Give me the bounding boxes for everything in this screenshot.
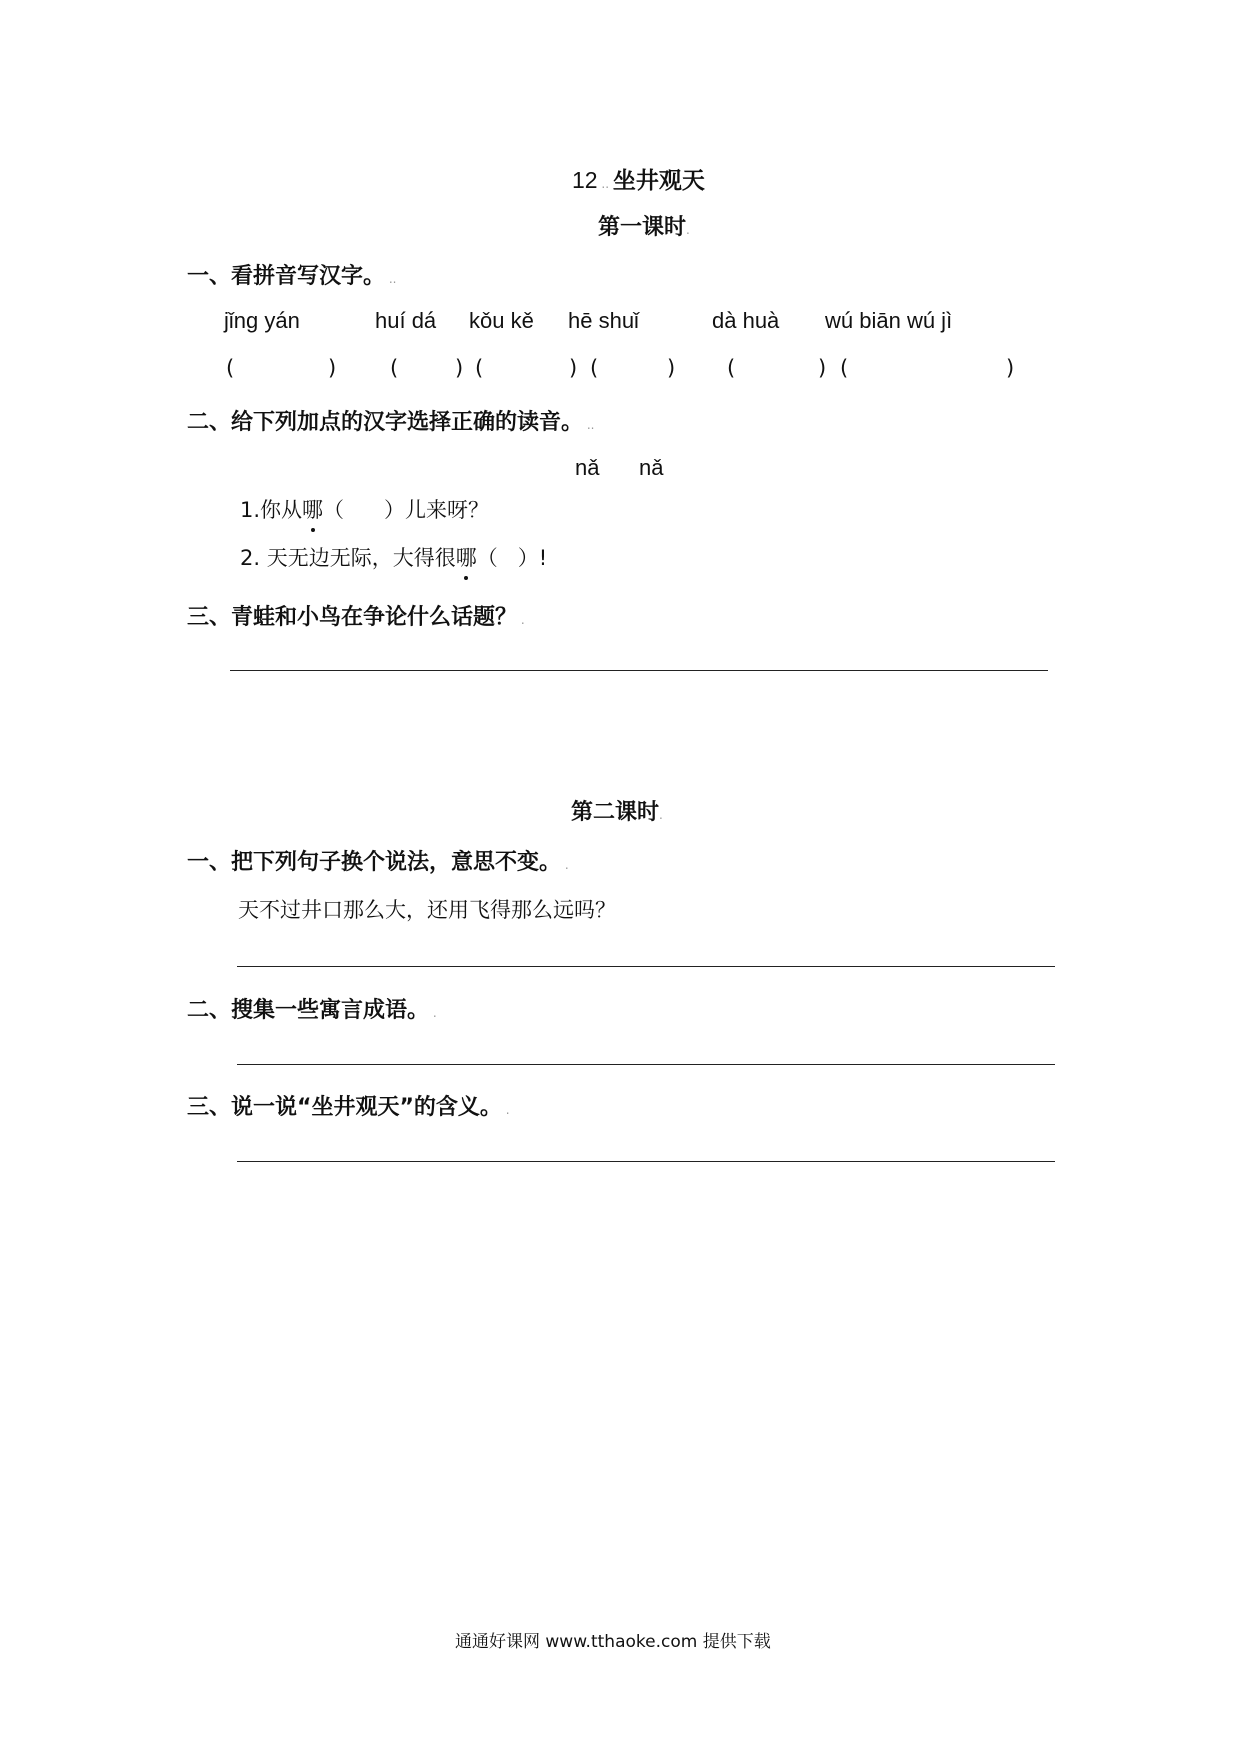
pinyin-6: wú biān wú jì — [825, 308, 953, 333]
answer-line-lesson2-q3[interactable] — [237, 1161, 1055, 1162]
page-title: 12 .. 坐井观天 — [572, 167, 705, 194]
answer-box-1-open[interactable]: ( — [226, 356, 235, 380]
answer-line-lesson1-q3[interactable] — [230, 670, 1048, 671]
answer-line-lesson2-q1[interactable] — [237, 966, 1055, 967]
lesson2-q2-heading: 二、搜集一些寓言成语。 . — [187, 998, 437, 1023]
answer-line-lesson2-q2[interactable] — [237, 1064, 1055, 1065]
pinyin-3: kǒu kě — [469, 308, 534, 333]
dotted-char-1: 哪 — [302, 494, 323, 524]
answer-box-3-close: ) — [569, 356, 578, 380]
reading-option-1: nǎ — [575, 455, 600, 480]
q2-sentence-1: 1.你从哪 （ ）儿来呀？ — [240, 494, 489, 524]
pinyin-5: dà huà — [712, 308, 780, 333]
answer-box-5-open[interactable]: ( — [727, 356, 736, 380]
lesson2-q3-heading: 三、说一说“坐井观天”的含义。 . — [187, 1095, 510, 1120]
footer-credit: 通通好课网 www.tthaoke.com 提供下载 — [455, 1632, 771, 1652]
emphasis-dot — [311, 528, 315, 532]
answer-box-3-open[interactable]: ( — [475, 356, 484, 380]
answer-box-2-open[interactable]: ( — [390, 356, 399, 380]
lesson1-q3-heading: 三、青蛙和小鸟在争论什么话题？ . — [187, 605, 525, 630]
answer-box-4-close: ) — [667, 356, 676, 380]
pinyin-2: huí dá — [375, 308, 437, 333]
answer-box-2-close: ) — [455, 356, 464, 380]
lesson1-q1-heading: 一、看拼音写汉字。 .. — [187, 264, 397, 289]
lesson1-label: 第一课时. — [598, 215, 690, 240]
answer-box-5-close: ) — [818, 356, 827, 380]
lesson-number: 12 — [572, 167, 598, 193]
q2-sentence-2: 2. 天无边无际，大得很哪 （ ）! — [240, 542, 547, 572]
dotted-char-2: 哪 — [456, 542, 477, 572]
lesson-name: 坐井观天 — [612, 168, 705, 194]
lesson2-label: 第二课时. — [571, 800, 663, 825]
answer-box-6-open[interactable]: ( — [840, 356, 849, 380]
answer-box-6-close: ) — [1006, 356, 1015, 380]
pinyin-4: hē shuǐ — [568, 308, 639, 333]
answer-box-4-open[interactable]: ( — [590, 356, 599, 380]
emphasis-dot — [464, 576, 468, 580]
lesson1-q2-heading: 二、给下列加点的汉字选择正确的读音。 .. — [187, 410, 595, 435]
reading-option-2: nǎ — [639, 455, 664, 480]
pinyin-1: jǐng yán — [224, 308, 300, 333]
lesson2-q1-sentence: 天不过井口那么大，还用飞得那么远吗？ — [238, 898, 616, 922]
answer-box-1-close: ) — [328, 356, 337, 380]
lesson2-q1-heading: 一、把下列句子换个说法，意思不变。 . — [187, 850, 569, 875]
